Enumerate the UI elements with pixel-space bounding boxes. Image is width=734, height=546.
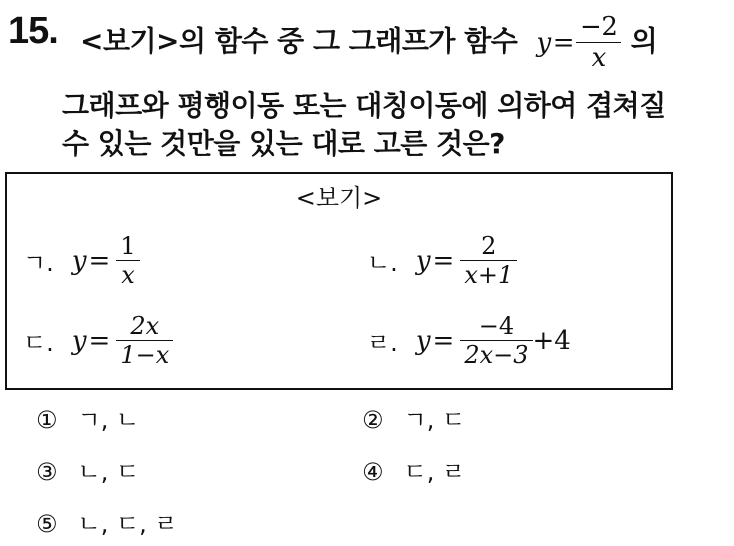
choice-marker: ② [362, 406, 384, 434]
bogi-item-rieul [367, 312, 571, 369]
answer-choice-3[interactable] [36, 452, 139, 487]
bogi-item-equation: y = $\frac{2x}{1-x}$ [72, 312, 173, 369]
equation-fraction [116, 232, 139, 289]
question-number: 15. [8, 10, 58, 52]
bogi-item-equation: y = $\frac{1}{x}$ [72, 232, 140, 289]
question-line-1 [80, 12, 657, 73]
bogi-item-label: ㄷ. [23, 329, 54, 357]
bogi-item-label: ㄹ. [367, 329, 398, 357]
question-fraction-numerator: −2 [580, 12, 618, 42]
equation-suffix: +4 [532, 325, 571, 356]
fraction-denominator: 2x−3 [460, 340, 532, 369]
fraction-numerator: −4 [478, 312, 515, 340]
bogi-item-label: ㄴ. [367, 249, 398, 277]
question-fraction [576, 12, 621, 73]
question-line-1-text: <보기>의 함수 중 그 그래프가 함수 [80, 24, 518, 58]
equation-fraction [460, 232, 517, 289]
answer-choice-2[interactable] [362, 400, 465, 435]
equation-lhs: y [415, 245, 431, 276]
equation-lhs: y [71, 325, 87, 356]
equation-fraction [460, 312, 532, 369]
question-fraction-denominator: x [576, 42, 621, 73]
answer-choice-5[interactable] [36, 504, 178, 539]
question-line-3: 수 있는 것만을 있는 대로 고른 것은? [62, 127, 505, 160]
bogi-item-equation: y = $\frac{-4}{2x-3}$ +4 [415, 312, 571, 369]
bogi-item-nieun [367, 232, 517, 289]
bogi-item-giyeok [23, 232, 140, 289]
question-equation: y = $\frac{-2}{x}$ [537, 12, 622, 73]
bogi-item-label: ㄱ. [23, 249, 54, 277]
question-line-2: 그래프와 평행이동 또는 대칭이동에 의하여 겹쳐질 [62, 89, 666, 122]
equation-fraction [116, 312, 173, 369]
question-line-1-tail: 의 [630, 24, 658, 58]
choice-text: ㄱ, ㄷ [403, 406, 466, 434]
fraction-denominator: 1−x [116, 340, 173, 369]
choice-marker: ④ [362, 458, 384, 486]
choice-text: ㄱ, ㄴ [77, 406, 140, 434]
choice-text: ㄷ, ㄹ [403, 458, 466, 486]
bogi-item-digeut [23, 312, 173, 369]
fraction-numerator: 2 [481, 232, 497, 260]
choice-text: ㄴ, ㄷ, ㄹ [77, 510, 178, 538]
bogi-item-equation: y = $\frac{2}{x+1}$ [416, 232, 517, 289]
choice-marker: ① [36, 406, 58, 434]
bogi-title: <보기> [295, 184, 383, 212]
answer-choice-1[interactable] [36, 400, 139, 435]
bogi-box [5, 172, 673, 390]
equation-lhs: y [71, 245, 87, 276]
fraction-numerator: 2x [130, 312, 160, 340]
choice-marker: ⑤ [36, 510, 58, 538]
answer-choice-4[interactable] [362, 452, 465, 487]
fraction-denominator: x [116, 260, 139, 289]
fraction-numerator: 1 [120, 232, 136, 260]
choice-marker: ③ [36, 458, 58, 486]
equation-lhs: y [415, 325, 431, 356]
fraction-denominator: x+1 [460, 260, 517, 289]
choice-text: ㄴ, ㄷ [77, 458, 140, 486]
